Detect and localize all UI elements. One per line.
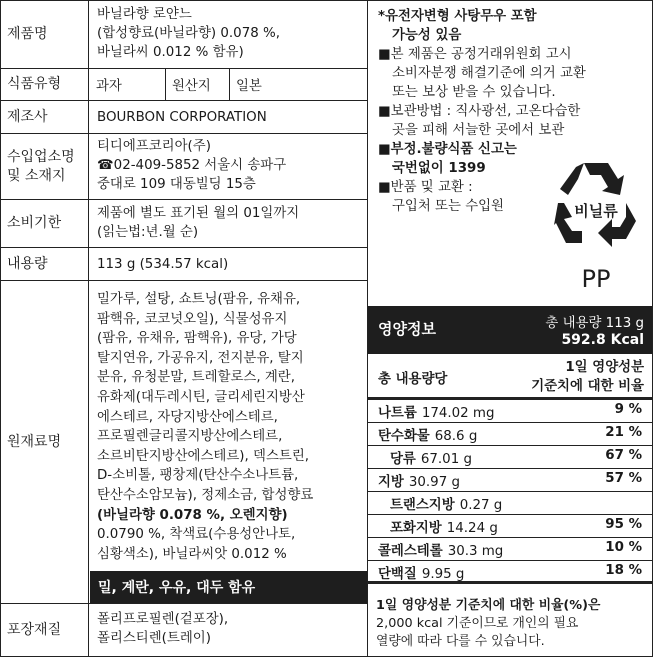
nutrition-total-amount: 총 내용량 113 g: [545, 316, 644, 331]
food-type-label: 식품유형: [1, 69, 89, 100]
packaging-value: 폴리프로필렌(겉포장), 폴리스티렌(트레이): [97, 612, 229, 646]
row-packaging: [1, 604, 367, 656]
nutrition-row: [368, 561, 652, 584]
nutrition-column-header: [368, 354, 652, 400]
nutrition-col-right: 1일 영양성분 기준치에 대한 비율: [531, 360, 644, 394]
nutrition-row: [368, 492, 652, 515]
row-product-name: [1, 1, 367, 69]
content-label: 내용량: [1, 248, 89, 280]
nutrient-name: 트랜스지방: [390, 498, 455, 513]
nutrient-percent: 95 %: [605, 517, 642, 532]
nutrient-percent: 18 %: [605, 563, 642, 578]
row-content: [1, 248, 367, 281]
allergen-notice: 밀, 계란, 우유, 대두 함유: [90, 571, 367, 603]
nutrition-row: [368, 400, 652, 423]
nutrient-name: 지방: [378, 475, 404, 490]
nutrition-row: [368, 538, 652, 561]
nutrition-row: [368, 446, 652, 469]
recycle-arrows-icon: [554, 155, 638, 295]
nutrition-row: [368, 469, 652, 492]
manufacturer-label: 제조사: [1, 101, 89, 133]
nutrition-total-kcal: 592.8 Kcal: [561, 332, 644, 348]
row-ingredients: [1, 281, 367, 604]
nutrition-footnote: 1일 영양성분 기준치에 대한 비율(%)은 2,000 kcal 기준이므로 개인의 필요 열량에 따라 다를 수 있습니다.: [376, 598, 601, 649]
nutrient-amount: 9.95 g: [421, 567, 465, 582]
nutrient-name: 콜레스테롤: [378, 544, 443, 559]
nutrient-amount: 30.3 mg: [447, 544, 504, 559]
nutrient-amount: 14.24 g: [446, 521, 498, 536]
row-food-type: [1, 69, 367, 101]
nutrient-name: 단백질: [378, 567, 417, 582]
origin-value: 일본: [236, 79, 262, 94]
nutrient-name: 당류: [390, 452, 416, 467]
ingredients-label: 원재료명: [1, 281, 89, 603]
content-value: 113 g (534.57 kcal): [97, 257, 229, 272]
expiry-label: 소비기한: [1, 200, 89, 247]
recycle-mark: [554, 155, 638, 295]
manufacturer-value: BOURBON CORPORATION: [97, 110, 267, 125]
nutrient-amount: 67.01 g: [420, 452, 472, 467]
nutrient-percent: 9 %: [614, 402, 642, 417]
nutrient-name: 포화지방: [390, 521, 442, 536]
notice-and-nutrition: [368, 1, 652, 656]
row-manufacturer: [1, 101, 367, 134]
nutrient-name: 나트륨: [378, 406, 417, 421]
nutrient-percent: 57 %: [605, 471, 642, 486]
nutrition-title: 영양정보: [378, 320, 436, 338]
importer-value: 티디에프코리아(주) ☎02-409-5852 서울시 송파구 중대로 109 대동빌딩 15층: [97, 139, 287, 192]
ingredients-value: 밀가루, 설탕, 쇼트닝(팜유, 유채유, 팜핵유, 코코넛오일), 식물성유지 (팜유, 유채유, 팜핵유), 유당, 가당 탈지연유, 가공유지, 전지분유, 탈지 분유, 유청분말, 트레할로스, 계란, 유화제(대두레시틴, 글리세린지방산 에스테르, 자당지방산에스테르, 프로필렌글리콜지방산에스테르, 소르비탄지방산에스테르), 덱스트린, D-소비톨, 팽창제(탄산수소나트륨, 탄산수소암모늄), 정제소금, 합성향료 (바닐라향 0.078 %, 오렌지향) 0.0790 %, 착색료(수용성안나토, 심황색소), 바닐라씨앗 0.012 %: [97, 292, 314, 562]
expiry-value: 제품에 별도 표기된 월의 01일까지 (읽는법:년.월 순): [97, 206, 300, 240]
importer-label: 수입업소명 및 소재지: [1, 134, 89, 199]
row-expiry: [1, 200, 367, 248]
notice-block: *유전자변형 사탕무우 포함 가능성 있음 ■본 제품은 공정거래위원회 고시 소비자분쟁 해결기준에 의거 교환 또는 보상 받을 수 있습니다. ■보관방법 : 직사광선, 고온다습한 곳을 피해 서늘한 곳에서 보관 ■부정.불량식품 신고는 국번없이 1399 ■반품 및 교환 : 구입처 또는 수입원: [378, 9, 586, 214]
recycle-mark-text: 비닐류: [574, 202, 618, 220]
nutrient-amount: 174.02 mg: [421, 406, 495, 421]
nutrition-header: [368, 306, 652, 354]
nutrition-col-left: 총 내용량당: [378, 372, 448, 387]
packaging-label: 포장재질: [1, 604, 89, 656]
product-name-label: 제품명: [1, 1, 89, 68]
nutrient-amount: 30.97 g: [408, 475, 460, 490]
nutrient-name: 탄수화물: [378, 429, 430, 444]
food-type-value: 과자: [90, 69, 166, 100]
nutrition-row: [368, 423, 652, 446]
nutrient-percent: 21 %: [605, 425, 642, 440]
origin-label: 원산지: [166, 69, 230, 100]
nutrient-amount: 0.27 g: [459, 498, 503, 513]
nutrient-percent: 67 %: [605, 448, 642, 463]
nutrient-percent: 10 %: [605, 540, 642, 555]
nutrition-row: [368, 515, 652, 538]
product-info-table: [1, 1, 368, 656]
recycle-material: PP: [581, 265, 611, 293]
product-name-value: 바닐라향 로얀느 (합성향료(바닐라향) 0.078 %, 바닐라씨 0.012 % 함유): [97, 7, 280, 60]
row-importer: [1, 134, 367, 200]
nutrient-amount: 68.6 g: [434, 429, 478, 444]
